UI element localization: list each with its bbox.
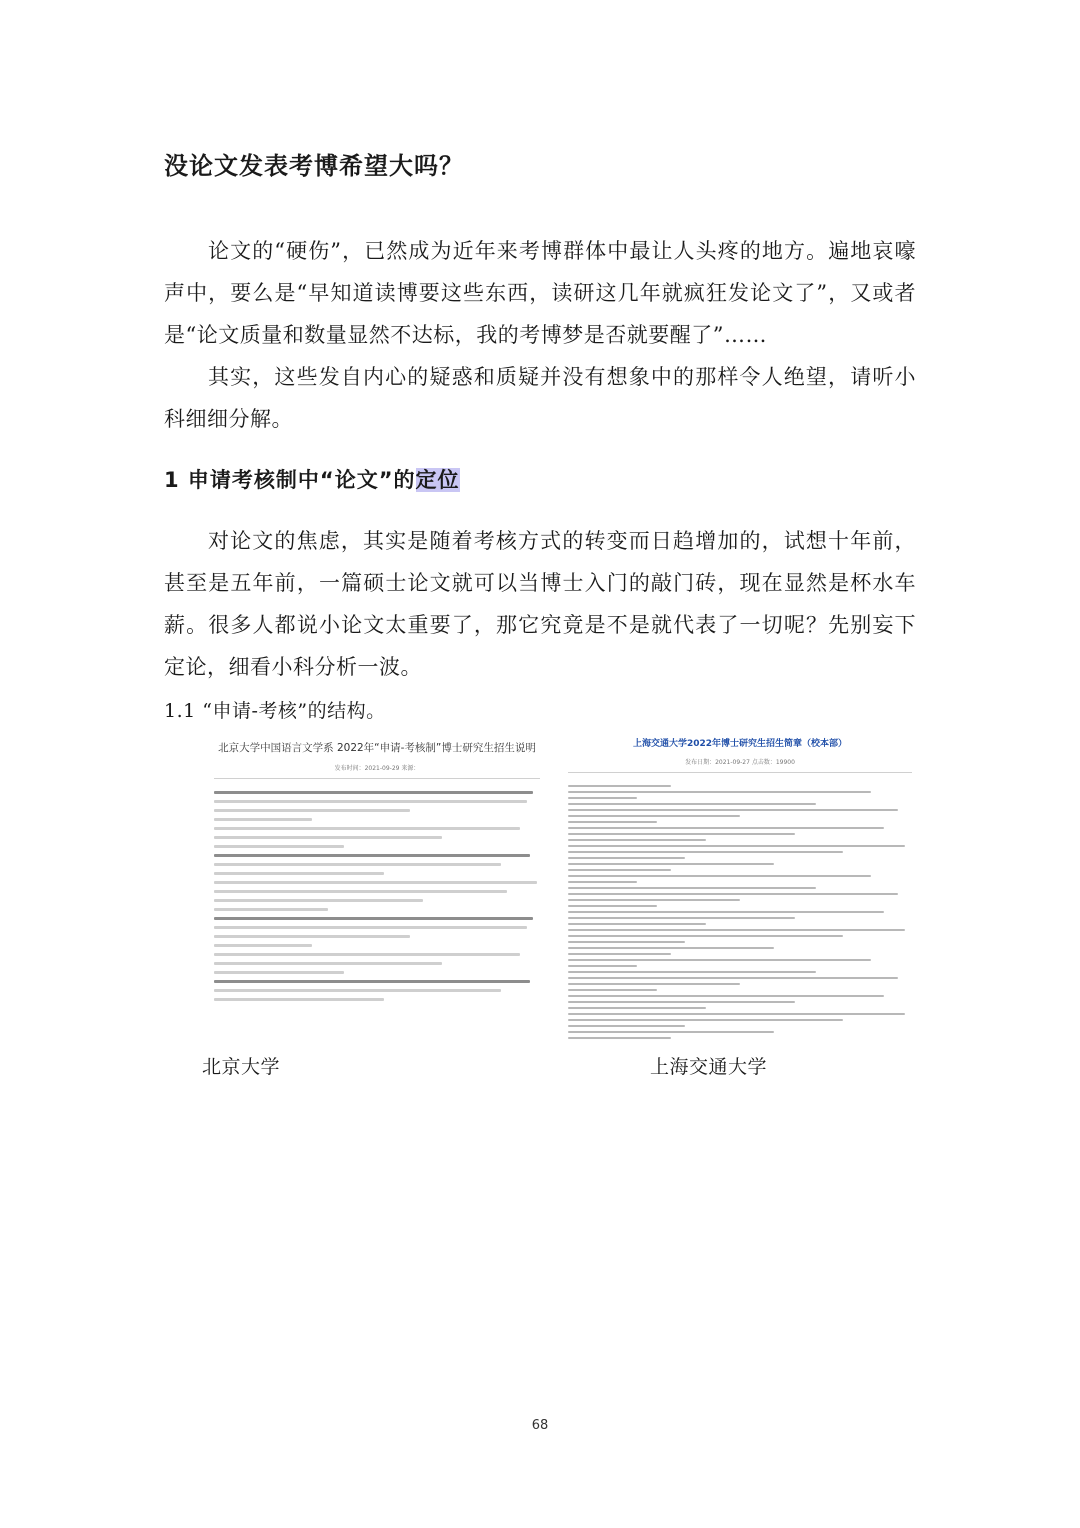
screenshot-text-line xyxy=(214,791,533,794)
screenshot-text-line xyxy=(568,899,740,901)
screenshot-text-line xyxy=(214,971,344,974)
screenshot-text-line xyxy=(568,791,871,793)
page-title: 没论文发表考博希望大吗？ xyxy=(164,152,464,180)
screenshot-text-line xyxy=(568,815,740,817)
screenshot-text-line xyxy=(568,1019,843,1021)
paragraph-anxiety: 对论文的焦虑，其实是随着考核方式的转变而日趋增加的，试想十年前，甚至是五年前，一篇硕士论文就可以当博士入门的敲门砖，现在显然是杯水车薪。很多人都说小论文太重要了，那它究竟是不是就代表了一切呢？先别妄下定论，细看小科分析一波。 xyxy=(164,529,916,679)
screenshot-text-line xyxy=(214,953,520,956)
screenshot-text-line xyxy=(214,998,384,1001)
screenshot-text-line xyxy=(214,908,328,911)
divider xyxy=(214,778,540,779)
section-heading-highlight: 定位 xyxy=(415,468,460,492)
screenshot-text-line xyxy=(568,947,774,949)
screenshot-text-line xyxy=(568,929,905,931)
screenshot-text-line xyxy=(214,917,533,920)
screenshot-text-line xyxy=(568,977,898,979)
screenshot-text-line xyxy=(214,863,501,866)
sjtu-admission-screenshot xyxy=(560,730,920,1040)
paragraph-intro: 论文的“硬伤”，已然成为近年来考博群体中最让人头疼的地方。遍地哀嚎声中，要么是“早知道读博要这些东西，读研这几年就疯狂发论文了”，又或者是“论文质量和数量显然不达标，我的考博梦是否就要醒了”…… xyxy=(164,239,916,347)
screenshot-text-line xyxy=(568,911,884,913)
screenshot-text-line xyxy=(568,881,637,883)
screenshot-text-line xyxy=(568,959,871,961)
screenshot-text-line xyxy=(568,1001,795,1003)
screenshot-text-line xyxy=(214,845,344,848)
screenshot-text-line xyxy=(568,827,884,829)
screenshot-text-line xyxy=(568,983,740,985)
screenshot-text-line xyxy=(214,935,410,938)
screenshot-text-line xyxy=(568,923,706,925)
screenshot-text-line xyxy=(568,1037,671,1039)
page-number: 68 xyxy=(531,1418,549,1433)
paragraph-reassurance: 其实，这些发自内心的疑惑和质疑并没有想象中的那样令人绝望，请听小科细细分解。 xyxy=(164,365,916,431)
screenshot-text-line xyxy=(568,857,685,859)
screenshot-text-line xyxy=(568,845,905,847)
screenshot-text-line xyxy=(568,875,871,877)
screenshot-text-line xyxy=(568,1031,774,1033)
sjtu-screenshot-body xyxy=(560,779,920,1040)
screenshot-text-line xyxy=(214,944,312,947)
screenshot-text-line xyxy=(568,785,671,787)
screenshot-text-line xyxy=(214,881,537,884)
screenshot-text-line xyxy=(214,827,520,830)
caption-sjtu: 上海交通大学 xyxy=(650,1056,768,1078)
screenshot-text-line xyxy=(214,872,384,875)
screenshot-text-line xyxy=(214,854,530,857)
section-heading xyxy=(164,464,460,494)
screenshot-text-line xyxy=(214,926,527,929)
screenshot-text-line xyxy=(568,905,657,907)
divider xyxy=(568,772,912,773)
screenshot-text-line xyxy=(568,803,816,805)
screenshot-text-line xyxy=(568,893,898,895)
screenshot-text-line xyxy=(568,851,843,853)
screenshot-text-line xyxy=(568,941,685,943)
screenshot-text-line xyxy=(568,839,706,841)
screenshot-text-line xyxy=(214,800,527,803)
screenshot-text-line xyxy=(568,821,657,823)
screenshot-text-line xyxy=(214,818,312,821)
screenshot-text-line xyxy=(214,980,530,983)
screenshot-text-line xyxy=(568,833,795,835)
caption-pku: 北京大学 xyxy=(202,1056,281,1078)
screenshot-text-line xyxy=(568,917,795,919)
sjtu-screenshot-title: 上海交通大学2022年博士研究生招生简章（校本部） xyxy=(632,739,848,749)
pku-screenshot-title: 北京大学中国语言文学系 2022年“申请-考核制”博士研究生招生说明 xyxy=(218,742,536,754)
screenshot-text-line xyxy=(214,836,442,839)
screenshot-text-line xyxy=(214,989,501,992)
screenshot-text-line xyxy=(568,869,671,871)
pku-screenshot-meta: 发布时间：2021-09-29 来源： xyxy=(334,765,420,772)
screenshot-text-line xyxy=(568,953,671,955)
screenshot-text-line xyxy=(568,971,816,973)
screenshot-text-line xyxy=(214,899,423,902)
pku-screenshot-body xyxy=(206,785,548,1001)
screenshot-text-line xyxy=(568,965,637,967)
subheading: 1.1 “申请-考核”的结构。 xyxy=(164,700,386,722)
pku-admission-screenshot xyxy=(206,730,548,1040)
screenshot-text-line xyxy=(568,989,657,991)
sjtu-screenshot-meta: 发布日期：2021-09-27 点击数：19900 xyxy=(685,759,795,766)
screenshot-text-line xyxy=(568,1007,706,1009)
screenshot-text-line xyxy=(568,887,816,889)
screenshot-text-line xyxy=(568,935,843,937)
screenshot-text-line xyxy=(214,809,410,812)
screenshot-text-line xyxy=(568,863,774,865)
section-heading-text: 1 申请考核制中“论文”的 xyxy=(164,468,416,492)
screenshot-text-line xyxy=(568,995,884,997)
screenshot-text-line xyxy=(214,890,507,893)
screenshot-text-line xyxy=(568,797,637,799)
screenshot-text-line xyxy=(568,1025,685,1027)
screenshot-text-line xyxy=(568,1013,905,1015)
screenshot-text-line xyxy=(214,962,442,965)
screenshot-text-line xyxy=(568,809,898,811)
